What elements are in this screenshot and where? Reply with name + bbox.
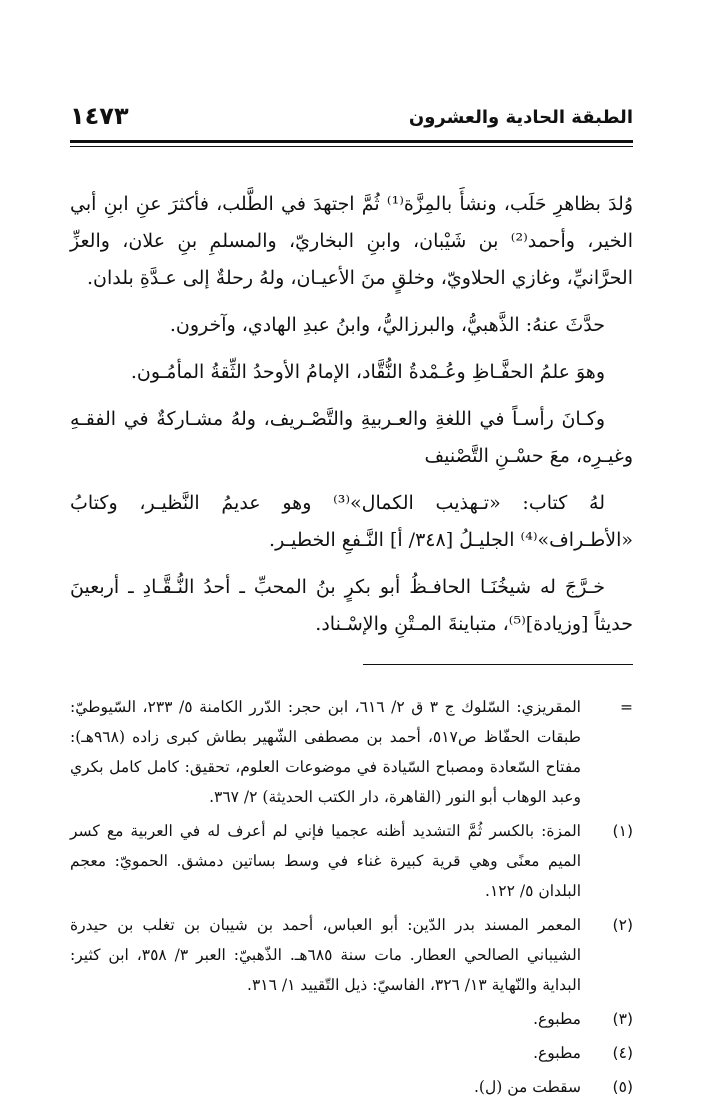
footnote-marker: (٢) (612, 916, 633, 934)
main-text (70, 186, 633, 653)
paragraph-expertise: وكـانَ رأسـاً في اللغةِ والعـربيةِ والتَّصْـريف، ولهُ مشـاركةٌ في الفقـهِ وغيـرِه، معَ حسْـنِ التَّصْنيف (70, 408, 633, 467)
footnotes (70, 692, 633, 1106)
paragraph-birth: وُلدَ بظاهرِ حَلَب، ونشأَ بالمِزَّة⁽¹⁾ ثُمَّ اجتهدَ في الطَّلب، فأكثرَ عنِ ابنِ أبي الخير، وأحمد⁽²⁾ بن شَيْبان، وابنِ البخاريّ، والمسلمِ بنِ علان، والعزِّ الحرَّانيِّ، وغازي الحلاويّ، وخلقٍ منَ الأعيـان، ولهُ رحلةٌ إلى عـدَّةِ بلدان. (70, 193, 633, 289)
header-rule-thin (70, 146, 633, 147)
footnote-marker: (٥) (612, 1078, 633, 1096)
footnote-item (70, 1004, 633, 1034)
paragraph-books: لهُ كتاب: «تـهذيب الكمال»⁽³⁾ وهو عديمُ النَّظيـر، وكتابُ «الأطـراف»⁽⁴⁾ الجليـلُ [٣٤٨/ أ] النَّـفعِ الخطيـر. (70, 492, 633, 551)
section-title: الطبقة الحادية والعشرون (408, 107, 633, 128)
footnote-marker: (٣) (612, 1010, 633, 1028)
header-rule-thick (70, 140, 633, 143)
footnote-item (70, 1038, 633, 1068)
footnote-marker: (٤) (612, 1044, 633, 1062)
footnote-item (70, 816, 633, 906)
footnote-text: مطبوع. (533, 1044, 581, 1062)
footnote-text: المعمر المسند بدر الدّين: أبو العباس، أحمد بن شيبان بن تغلب بن حيدرة الشيباني الصالحي العطار. مات سنة ٦٨٥هـ. الذّهبيّ: العبر ٣/ ٣٥٨، ابن كثير: البداية والنّهاية ١٣/ ٣٢٦، الفاسيّ: ذيل التّقييد ١/ ٣١٦. (70, 916, 581, 994)
footnote-text: سقطت من (ل). (473, 1078, 581, 1096)
paragraph-forty-hadith: خـرَّجَ له شيخُنَـا الحافـظُ أبو بكرٍ بنُ المحبِّ ـ أحدُ النُّـقَّـادِ ـ أربعينَ حديثاً [وزيادة]⁽⁵⁾، متباينةَ المـتْنِ والإسْـناد. (70, 576, 633, 635)
footnote-item (70, 692, 633, 812)
footnote-text: المقريزي: السّلوك ج ٣ ق ٢/ ٦١٦، ابن حجر: الدّرر الكامنة ٥/ ٢٣٣، السّيوطيّ: طبقات الحفّاظ ص٥١٧، أحمد بن مصطفى الشّهير بطاش كبرى زاده (٩٦٨هـ): مفتاح السّعادة ومصباح السّيادة في موضوعات العلوم، تحقيق: كامل كامل بكري وعبد الوهاب أبو النور (القاهرة، دار الكتب الحديثة) ٢/ ٣٦٧. (70, 698, 581, 806)
paragraph-narrators: حدَّثَ عنهُ: الذَّهبيُّ، والبرزاليُّ، وابنُ عبدِ الهادي، وآخرون. (169, 314, 605, 336)
footnote-text: مطبوع. (533, 1010, 581, 1028)
running-header (70, 100, 633, 136)
footnote-marker: (١) (612, 822, 633, 840)
footnote-item (70, 1072, 633, 1102)
footnote-item (70, 910, 633, 1000)
paragraph-praise: وهوَ علمُ الحفَّـاظِ وعُـمْدةُ النُّقَّاد، الإمامُ الأوحدُ الثِّقةُ المأمُـون. (130, 361, 605, 383)
footnote-separator (363, 664, 633, 665)
footnote-text: المزة: بالكسر ثُمَّ التشديد أظنه عجميا فإني لم أعرف له في العربية مع كسر الميم معنًى وهي قرية كبيرة غناء في وسط بساتين دمشق. الحمويّ: معجم البلدان ٥/ ١٢٢. (70, 822, 581, 900)
footnote-marker: = (620, 698, 633, 716)
page-number: ١٤٧٣ (70, 102, 129, 130)
